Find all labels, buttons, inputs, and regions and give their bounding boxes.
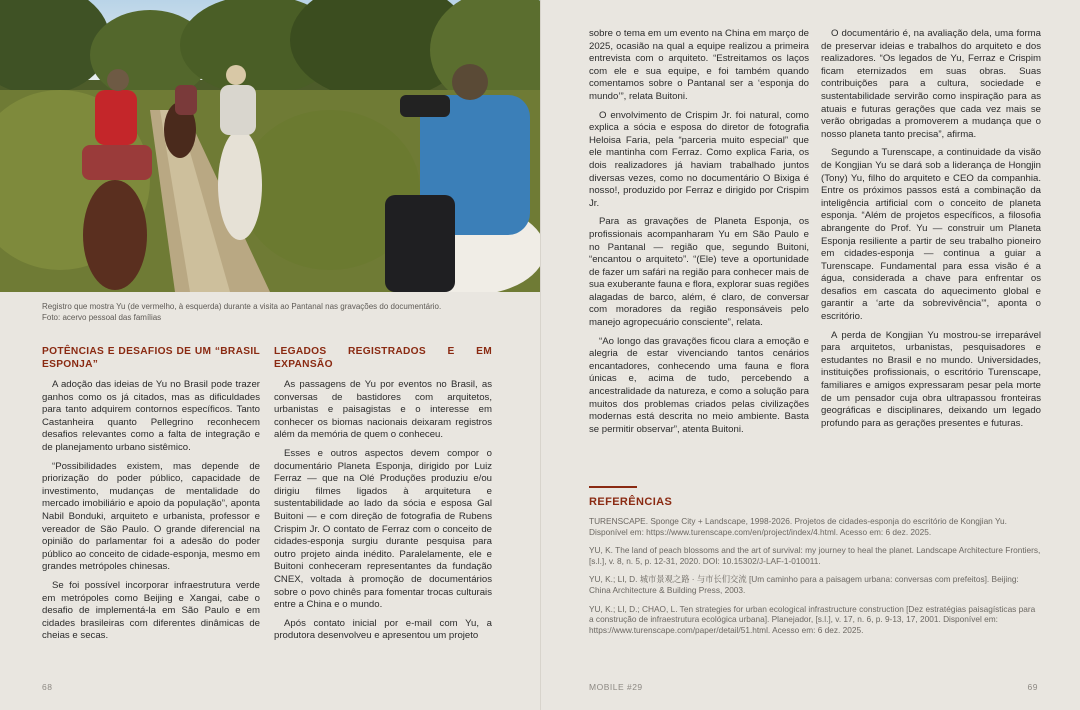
references-section [589, 486, 1041, 643]
paragraph: “Ao longo das gravações ficou clara a emoção e alegria de estar vivenciando tantos cenários encantadores, conhecendo uma fauna e flora únicas e, acima de tudo, percebendo a ancestralidade da natureza, e como a solução para muitos dos problemas criados pelas civilizações modernas está descrita no meio ambiente. Basta se permitir observar”, atenta Buitoni. [589, 335, 809, 435]
reference-item: YU, K. The land of peach blossoms and the art of survival: my journey to heal the planet. Landscape Architecture Frontiers, [s.l.], v. 8, n. 5, p. 12-31, 2020. DOI: 10.15302/J-LAF-1-010011. [589, 545, 1041, 566]
paragraph: Se foi possível incorporar infraestrutura verde em metrópoles como Beijing e Xangai, cabe o desafio de implementá-la em São Paulo e em cidades brasileiras com diferentes dinâmicas de cheias e secas. [42, 579, 260, 642]
references-rule [589, 486, 637, 488]
references-heading: REFERÊNCIAS [589, 496, 673, 508]
section-heading-potencias: POTÊNCIAS E DESAFIOS DE UM “BRASIL ESPONJA” [42, 346, 260, 370]
caption-text: Registro que mostra Yu (de vermelho, à esquerda) durante a visita ao Pantanal nas gravações do documentário. [42, 302, 442, 311]
photo-horseback-pantanal [0, 0, 540, 292]
paragraph: Após contato inicial por e-mail com Yu, a produtora desenvolveu e apresentou um projeto [274, 617, 492, 642]
paragraph: “Possibilidades existem, mas depende de priorização do poder público, capacidade de investimento, mudanças de mentalidade do mercado imobiliário e apoio da população”, aponta Nabil Bonduki, arquiteto e urbanista, professor e vereador de São Paulo. O grande diferencial na opinião do parlamentar foi a adesão do poder público ao conceito de cidade-esponja, mesmo em grandes metrópoles chinesas. [42, 460, 260, 573]
reference-item: YU, K.; LI, D.; CHAO, L. Ten strategies for urban ecological infrastructure construction [Dez estratégias paisagísticas para a construção de infraestrutura ecológica urbana]. Planejador, [s.l.], v. 17, n. 6, p. 9-13, 17, 2001. Disponível em: https://www.turenscape.com/paper/detail/51.html. Acesso em: 6 dez. 2025. [589, 603, 1036, 635]
paragraph: O envolvimento de Crispim Jr. foi natural, como explica a sócia e esposa do diretor de fotografia Heloisa Faria, pela “parceria muito especial” que ele mantinha com Ferraz. Como explica Faria, os dois realizadores já haviam trabalhado juntos diversas vezes, como no documentário O Bixiga é nosso!, produzido por Ferraz e dirigido por Crispim Jr. [589, 109, 809, 209]
column-1 [42, 346, 260, 649]
section-heading-legados: LEGADOS REGISTRADOS E EM EXPANSÃO [274, 346, 492, 370]
paragraph: Segundo a Turenscape, a continuidade da visão de Kongjian Yu se dará sob a liderança de Hongjin (Tony) Yu, filho do arquiteto e CEO da companhia. Entre os próximos passos está a combinação da inteligência artificial com o conceito de planeta esponja. “Além de projetos específicos, a filosofia abrangente do Prof. Yu — construir um Planeta Esponja resiliente a partir de seu trabalho pioneiro em cidades-esponja — continua a guiar a Turenscape. Fundamental para essa visão é a água, considerada a chave para enfrentar os desafios em cascata do aquecimento global e garantir a ‘arte da sobrevivência’”, aponta o escritório. [821, 147, 1041, 323]
column-4 [821, 28, 1041, 436]
caption-credit: Foto: acervo pessoal das famílias [42, 312, 162, 322]
column-3 [589, 28, 809, 442]
page-number-right: 69 [1027, 682, 1038, 692]
paragraph: A perda de Kongjian Yu mostrou-se irreparável para arquitetos, urbanistas, pesquisadores e estudantes no Brasil e no mundo. Universidades, instituições profissionais, o escritório Turenscape, familiares e amigos expressaram pesar pela morte de um pensador cuja obra ultrapassou fronteiras geográficas e disciplinares, deixando um legado profundo para as gerações presentes e futuras. [821, 329, 1041, 429]
right-page [540, 0, 1080, 710]
reference-item: YU, K.; LI, D. 城市景观之路 · 与市长们交流 [Um caminho para a paisagem urbana: conversas com prefeitos]. Beijing: China Architecture & Building Press, 2003. [589, 574, 1019, 595]
magazine-name: MOBILE #29 [589, 682, 643, 692]
paragraph: As passagens de Yu por eventos no Brasil, as conversas de bastidores com arquitetos, urbanistas e paisagistas e o interesse em conhecer os biomas nacionais deixaram registros além da memória de quem o conheceu. [274, 379, 492, 441]
paragraph: Esses e outros aspectos devem compor o documentário Planeta Esponja, dirigido por Luiz Ferraz — que na Olé Produções produziu e/ou dirigiu filmes ligados à arquitetura e sustentabilidade ao lado da sócia e esposa Gal Buitoni — e com direção de fotografia de Rubens Crispim Jr. O contato de Ferraz com o conceito de cidades-esponja surgiu durante pesquisa para outro projeto ainda inédito. Paralelamente, ele e Buitoni conheceram representantes da fundação CNEX, voltada à promoção de documentários sobre o povo chinês para fomentar trocas culturais entre a China e o mundo. [274, 447, 492, 611]
paragraph: Para as gravações de Planeta Esponja, os profissionais acompanharam Yu em São Paulo e no Pantanal — região que, segundo Buitoni, “encantou o arquiteto”. “(Ele) teve a oportunidade de fazer um safári na região para conhecer mais de sua exuberante fauna e flora, explorar suas regiões alagadas de barco, além, é claro, de conversar com moradores da região responsáveis pelo manejo agropecuário consciente”, relata. [589, 216, 809, 329]
paragraph: O documentário é, na avaliação dela, uma forma de preservar ideias e trabalhos do arquiteto e dos realizadores. “Os legados de Yu, Ferraz e Crispim ficam eternizados em suas obras. Suas contribuições para a cultura, sociedade e sustentabilidade servirão como inspiração para as atuais e futuras gerações que cada vez mais se verão obrigadas a promoverem a mudança que o nosso planeta tanto precisa”, afirma. [821, 28, 1041, 140]
paragraph: sobre o tema em um evento na China em março de 2025, ocasião na qual a equipe realizou a primeira entrevista com o arquiteto. “Estreitamos os laços com ele e sua equipe, e foi também quando comentamos sobre o Pantanal ser a ‘esponja do mundo’”, relata Buitoni. [589, 28, 809, 102]
photo-caption [42, 302, 512, 323]
paragraph: A adoção das ideias de Yu no Brasil pode trazer ganhos como os já citados, mas as dificuldades para tanto adquirem contornos específicos. Tanto Castanheira quanto Pellegrino reconhecem desafios relevantes como a falta de integração e de planejamento urbano sistêmico. [42, 379, 260, 453]
page-number-left: 68 [42, 682, 53, 692]
reference-item: TURENSCAPE. Sponge City + Landscape, 1998-2026. Projetos de cidades-esponja do escritório de Kongjian Yu. Disponível em: https://www.turenscape.com/en/project/index/4.html. Acesso em: 6 dez. 2025. [589, 516, 1007, 537]
column-2 [274, 346, 492, 649]
